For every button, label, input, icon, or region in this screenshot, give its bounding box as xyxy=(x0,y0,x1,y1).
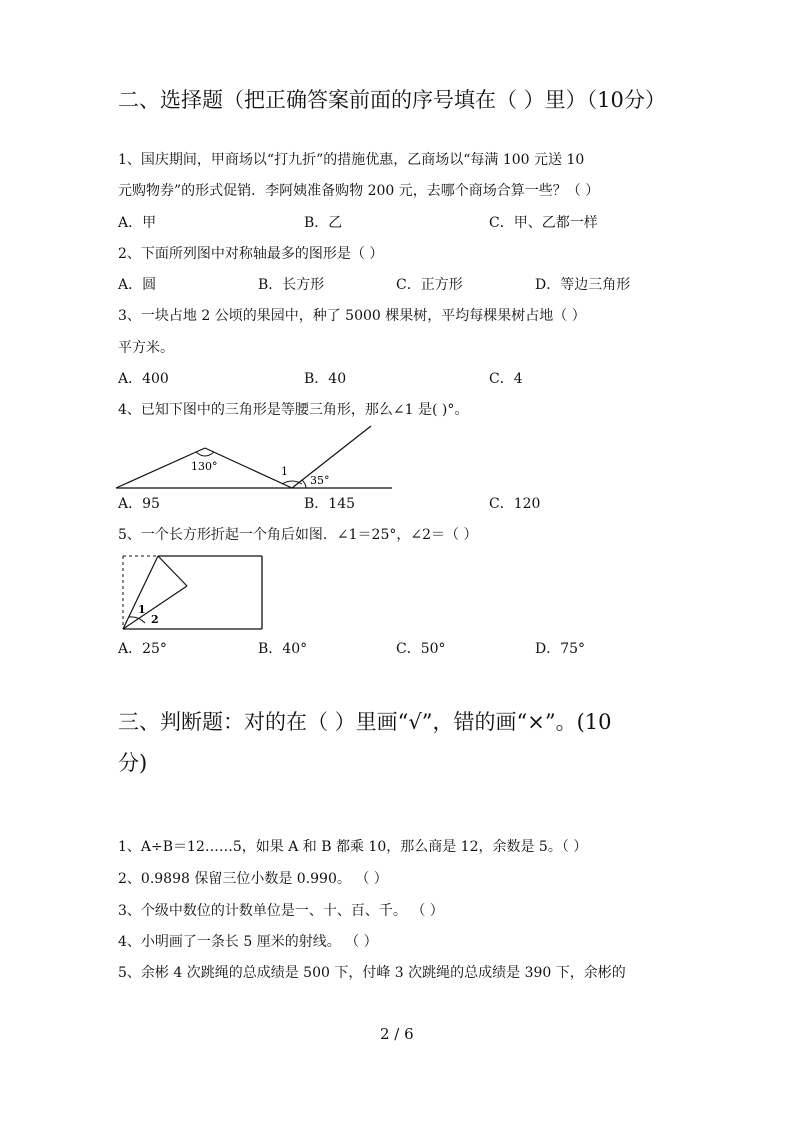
q4-35-arc xyxy=(302,480,306,488)
tf-item-4: 4、小明画了一条长 5 厘米的射线。 （ ） xyxy=(118,934,378,950)
q5-label-1: 1 xyxy=(138,603,146,616)
tf-item-2: 2、0.9898 保留三位小数是 0.990。 （ ） xyxy=(118,871,388,887)
page-number: 2 / 6 xyxy=(380,1025,414,1043)
q5-option-b: B．40° xyxy=(258,641,308,657)
q4-apex-label: 130° xyxy=(191,460,218,473)
q5-folded-edge-1 xyxy=(158,556,187,586)
q4-text: 4、已知下图中的三角形是等腰三角形，那么∠1 是( )°。 xyxy=(118,402,469,418)
section3-title-line1: 三、判断题：对的在（ ）里画“√”，错的画“×”。(10 xyxy=(118,710,612,734)
q5-text: 5、一个长方形折起一个角后如图．∠1＝25°，∠2＝（ ） xyxy=(118,527,478,543)
tf-item-3: 3、个级中数位的计数单位是一、十、百、千。 （ ） xyxy=(118,903,444,919)
q1-option-c: C．甲、乙都一样 xyxy=(489,215,598,231)
q3-option-a: A．400 xyxy=(118,371,169,387)
q4-option-c: C．120 xyxy=(489,496,541,512)
q4-angle1-label: 1 xyxy=(281,465,288,478)
q4-figure xyxy=(116,424,396,492)
q4-angle1-arc xyxy=(282,481,302,484)
q1-line1: 1、国庆期间，甲商场以“打九折”的措施优惠，乙商场以“每满 100 元送 10 xyxy=(118,152,585,168)
q4-apex-arc xyxy=(196,452,214,456)
q4-option-b: B．145 xyxy=(304,496,356,512)
q2-text: 2、下面所列图中对称轴最多的图形是（ ） xyxy=(118,246,384,262)
tf-item-5: 5、余彬 4 次跳绳的总成绩是 500 下，付峰 3 次跳绳的总成绩是 390 下，余彬的 xyxy=(118,965,626,981)
section2-title: 二、选择题（把正确答案前面的序号填在（ ）里）（10分） xyxy=(118,88,666,112)
q2-option-d: D．等边三角形 xyxy=(535,277,631,293)
q1-option-b: B．乙 xyxy=(304,215,343,231)
q5-figure xyxy=(120,554,265,632)
q1-option-a: A．甲 xyxy=(118,215,157,231)
q4-35-label: 35° xyxy=(310,474,330,487)
q4-triangle-right-side xyxy=(205,448,292,488)
q5-option-c: C．50° xyxy=(396,641,446,657)
q3-option-c: C．4 xyxy=(489,371,523,387)
q5-option-a: A．25° xyxy=(118,641,167,657)
q3-line1: 3、一块占地 2 公顷的果园中，种了 5000 棵果树，平均每棵果树占地（ ） xyxy=(118,308,586,324)
q5-label-2: 2 xyxy=(151,613,159,626)
q1-line2: 元购物券”的形式促销．李阿姨准备购物 200 元，去哪个商场合算一些？（ ） xyxy=(118,183,600,199)
q4-ray xyxy=(292,426,371,488)
q3-option-b: B．40 xyxy=(304,371,347,387)
tf-item-1: 1、A÷B＝12……5，如果 A 和 B 都乘 10，那么商是 12，余数是 5。（ ） xyxy=(118,839,588,855)
q3-line2: 平方米。 xyxy=(118,340,174,356)
q2-option-b: B．长方形 xyxy=(258,277,325,293)
q2-option-c: C．正方形 xyxy=(396,277,463,293)
section3-title-line2: 分) xyxy=(118,751,148,775)
q4-option-a: A．95 xyxy=(118,496,160,512)
q5-option-d: D．75° xyxy=(535,641,586,657)
q2-option-a: A．圆 xyxy=(118,277,157,293)
